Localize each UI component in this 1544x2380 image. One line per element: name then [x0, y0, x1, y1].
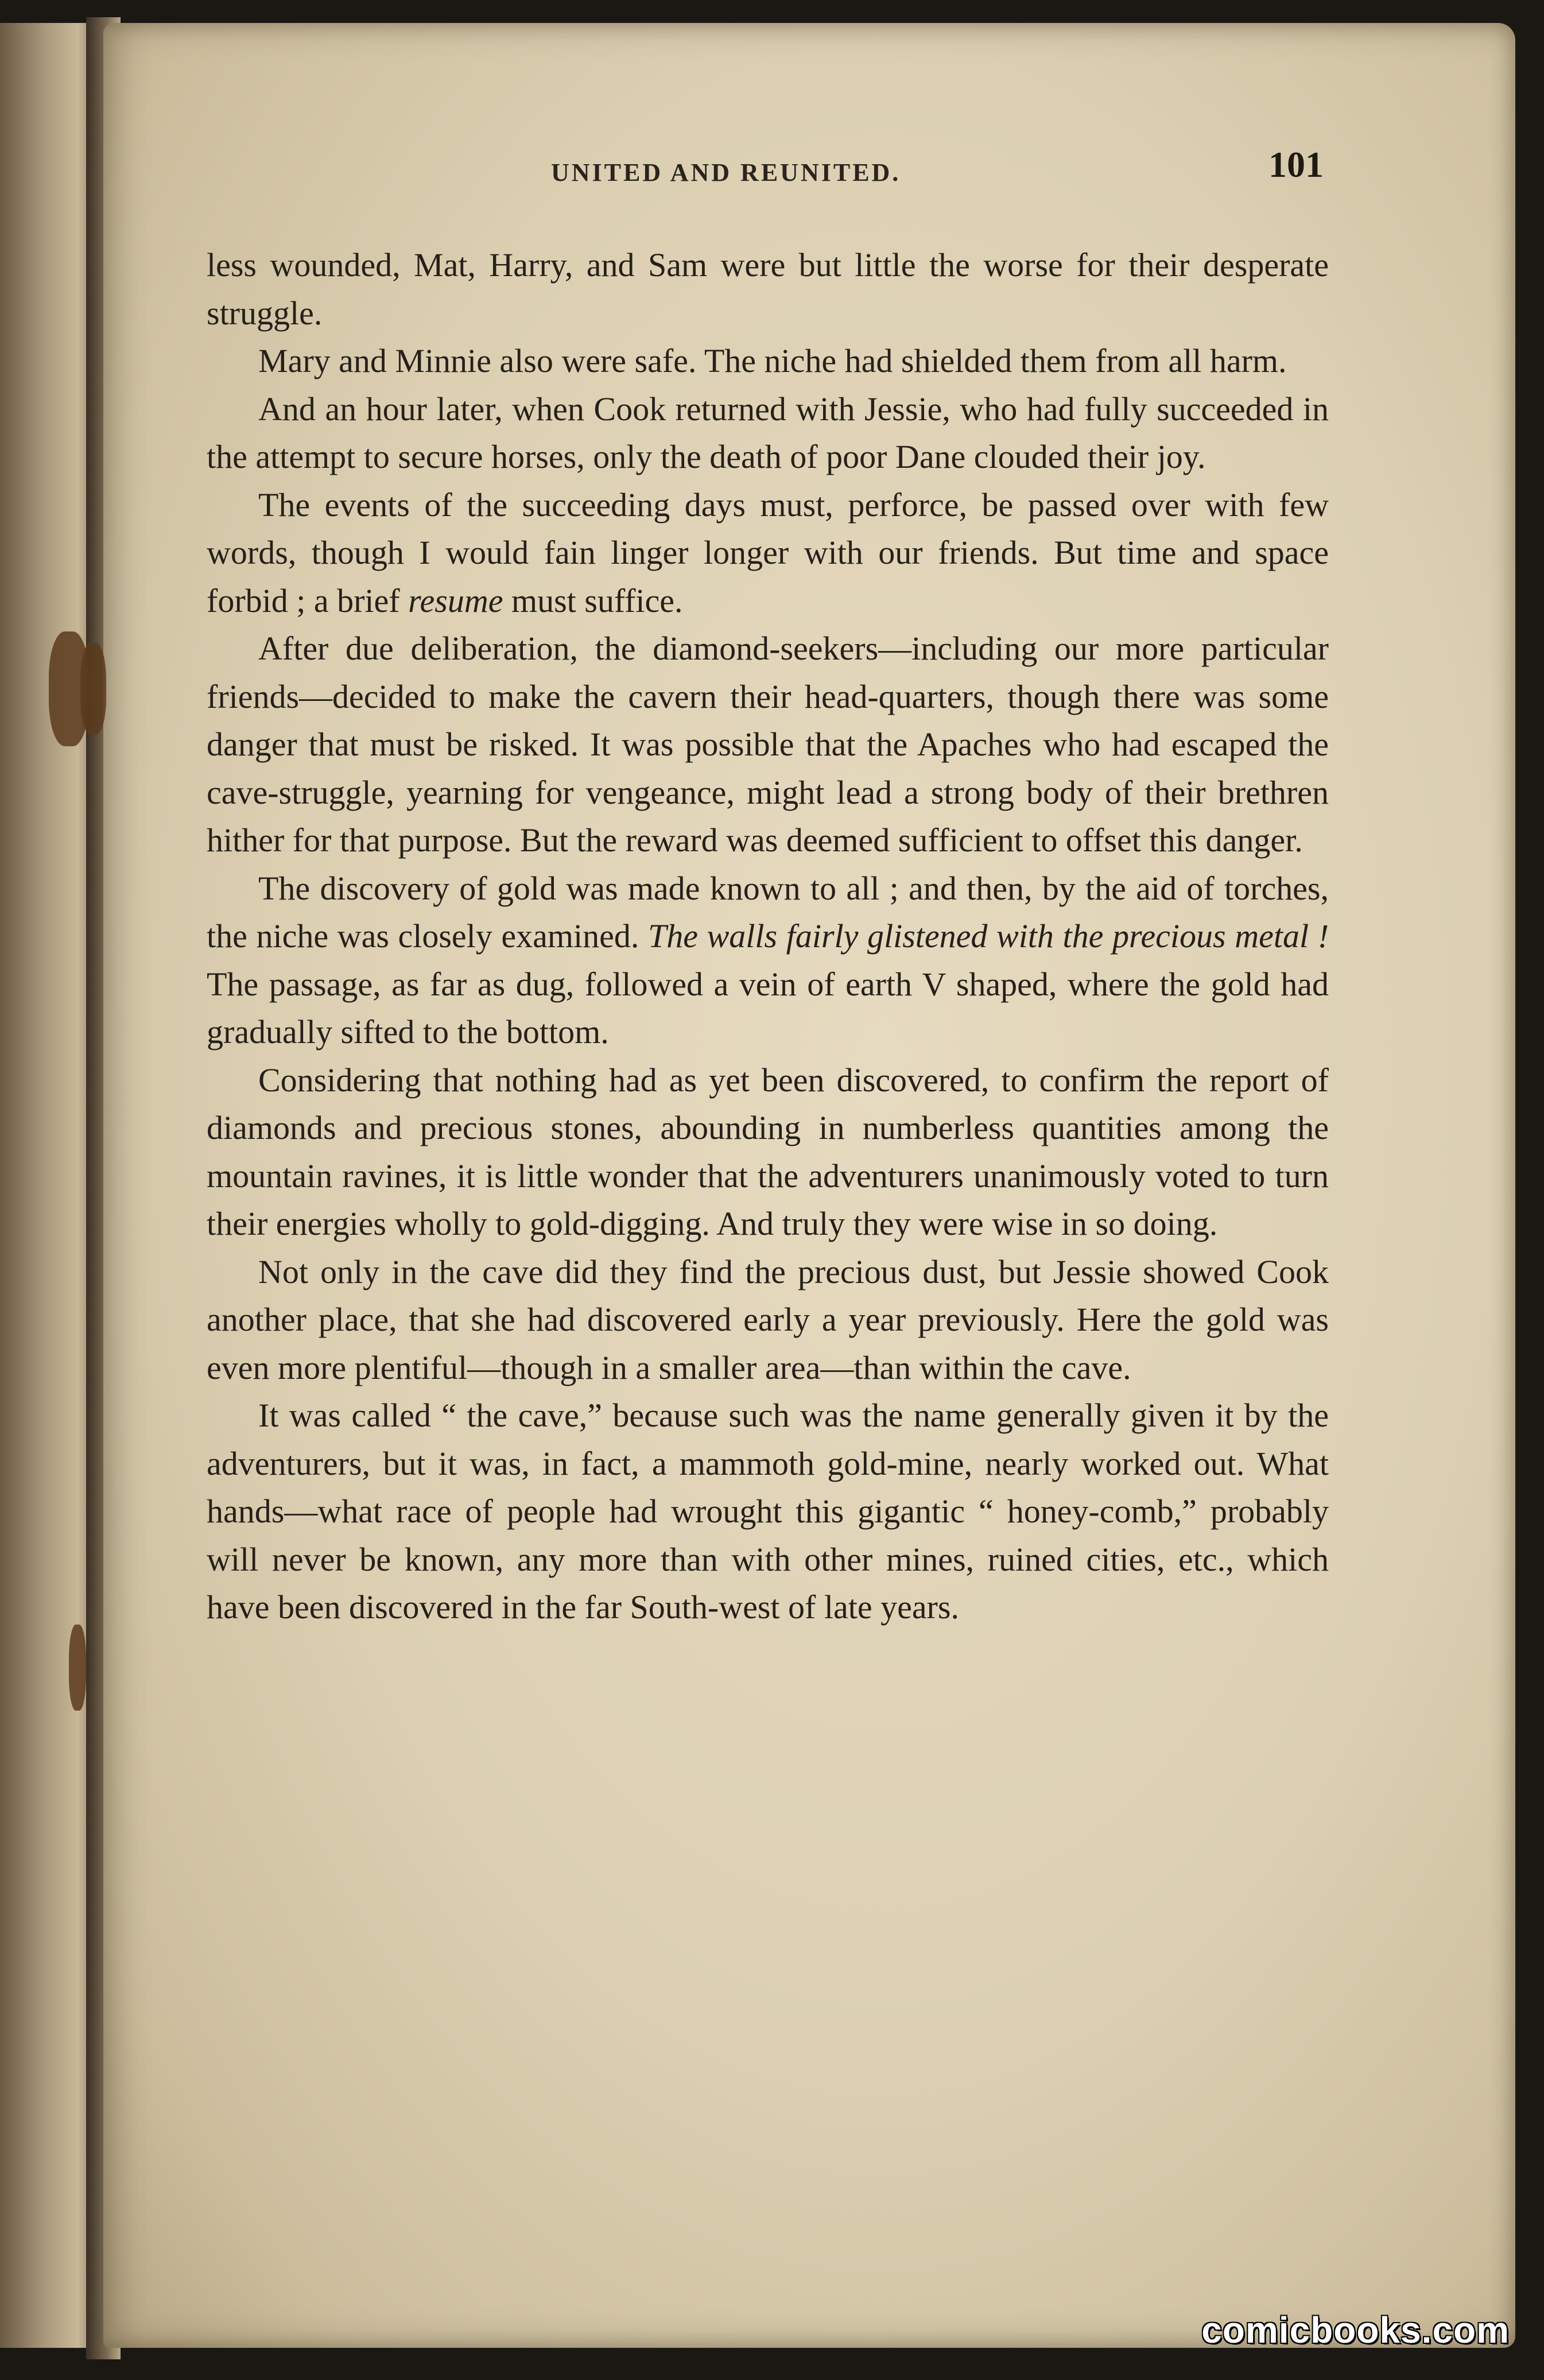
site-watermark: comicbooks.com: [1201, 2309, 1510, 2351]
paragraph: Not only in the cave did they find the precious dust, but Jessie showed Cook another place, that she had discovered early a year previously. Here the gold was even more plentiful—though in a smaller area—than within the cave.: [207, 1253, 1329, 1386]
paragraph: [207, 865, 1329, 1056]
paragraph: It was called “ the cave,” because such was the name generally given it by the adventurers, but it was, in fact, a mammoth gold-mine, nearly worked out. What hands—what race of people had wrought this gigantic “ honey-comb,” probably will never be known, any more than with other mines, ruined cities, etc., which have been discovered in the far South-west of late years.: [207, 1397, 1329, 1626]
page-number: 101: [1268, 144, 1324, 185]
binding-stain: [69, 1625, 86, 1711]
paragraph: Mary and Minnie also were safe. The niche had shielded them from all harm.: [258, 342, 1287, 379]
paragraph: After due deliberation, the diamond-seekers—including our more particular friends—decided to make the cavern their head-quarters, though there was some danger that must be risked. It was possible that the Apaches who had escaped the cave-struggle, yearning for vengeance, might lead a strong body of their brethren hither for that purpose. But the reward was deemed sufficient to offset this danger.: [207, 630, 1329, 859]
italic-text: resume: [408, 582, 503, 619]
paragraph-text: The passage, as far as dug, followed a vein of earth V shaped, where the gold had gradually sifted to the bottom.: [207, 965, 1329, 1051]
page-body-text: [207, 241, 1329, 1631]
paragraph: [207, 481, 1329, 625]
paragraph: Considering that nothing had as yet been discovered, to confirm the report of diamonds and precious stones, abounding in numberless quantities among the mountain ravines, it is little wonder that the adventurers unanimously voted to turn their energies wholly to gold-digging. And truly they were wise in so doing.: [207, 1061, 1329, 1242]
facing-page-edge: [0, 23, 98, 2348]
paragraph: And an hour later, when Cook returned with Jessie, who had fully succeeded in the attempt to secure horses, only the death of poor Dane clouded their joy.: [207, 390, 1329, 475]
italic-text: The walls fairly glistened with the precious metal !: [648, 917, 1329, 955]
paragraph-text: The events of the succeeding days must, perforce, be passed over with few words, though I would fain linger longer with our friends. But time and space forbid ; a brief: [207, 486, 1329, 619]
running-head: UNITED AND REUNITED.: [551, 158, 901, 187]
paragraph-text: must suffice.: [503, 582, 683, 619]
paragraph: less wounded, Mat, Harry, and Sam were but little the worse for their desperate struggle.: [207, 246, 1329, 332]
binding-stain: [80, 643, 106, 735]
paragraph-text: The discovery of gold was made known to all ; and then, by the aid of torches, the niche was closely examined.: [207, 869, 1329, 955]
